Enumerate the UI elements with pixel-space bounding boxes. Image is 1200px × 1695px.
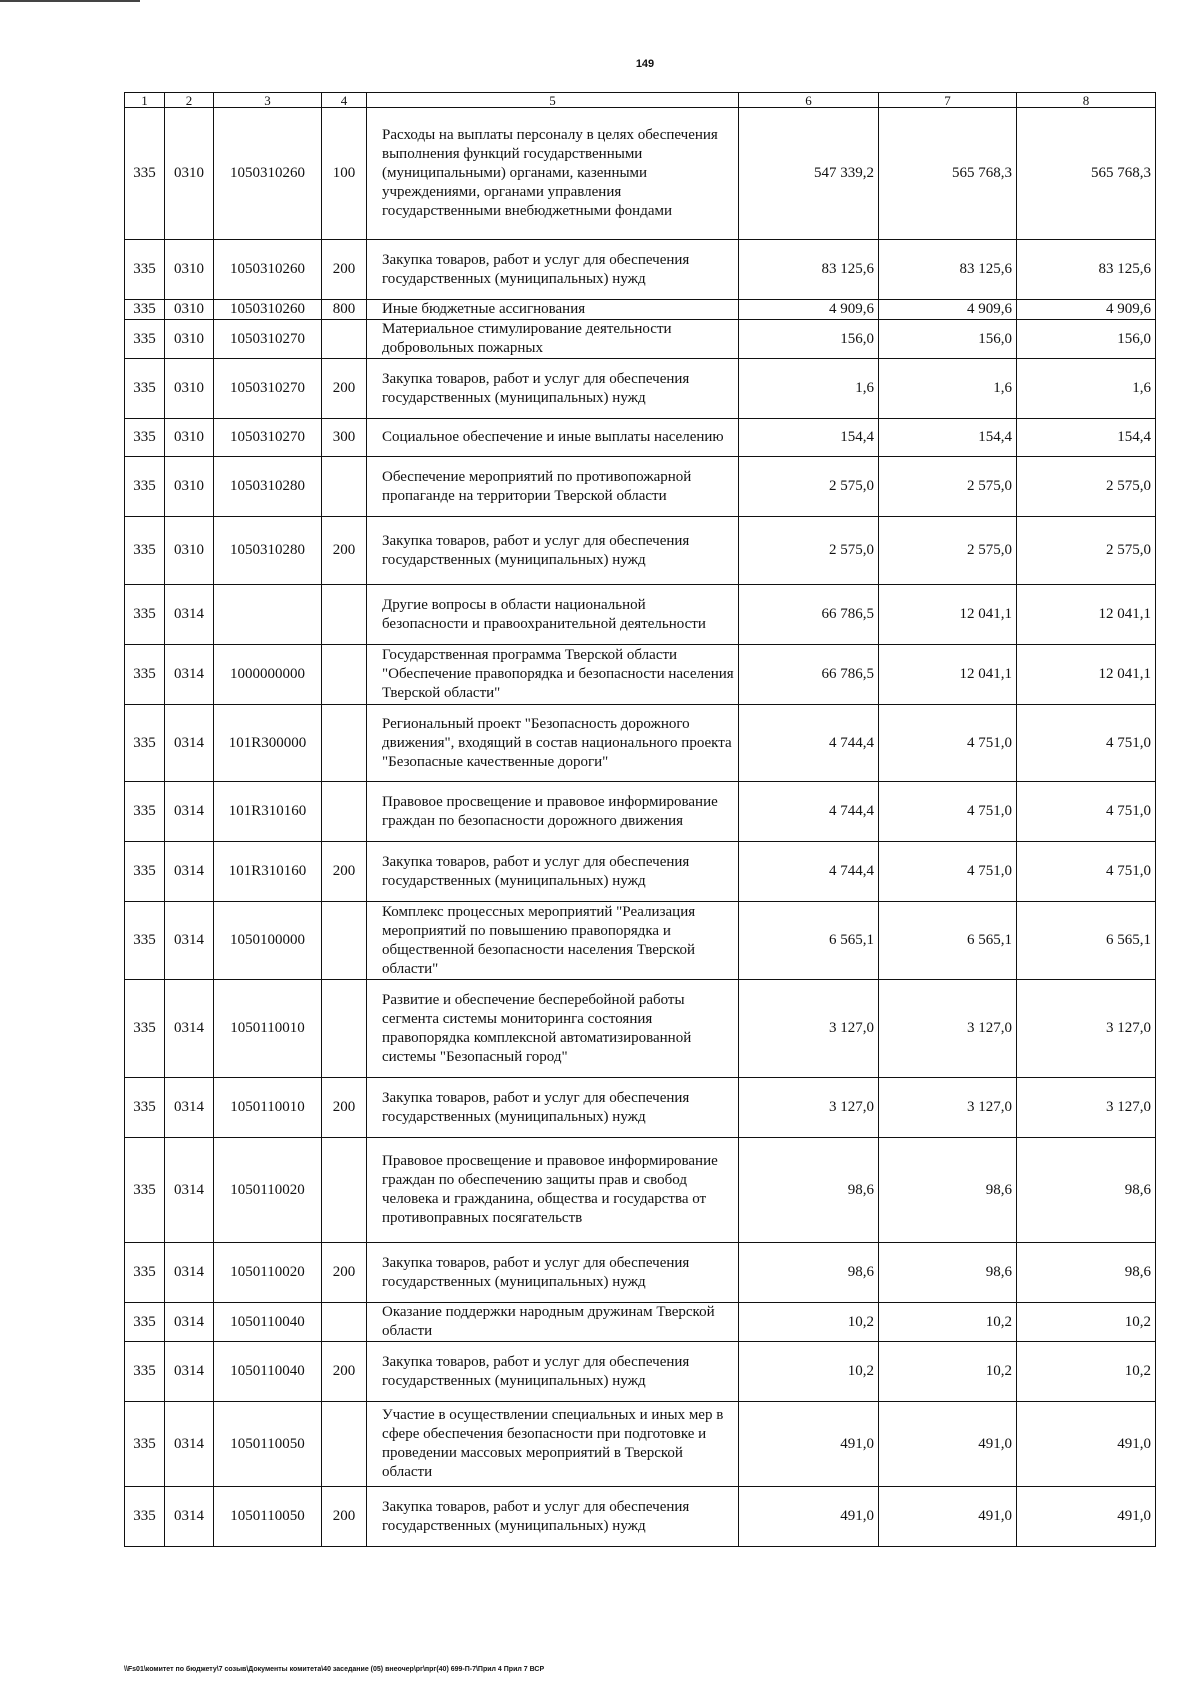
- cell-amount-col6: 6 565,1: [739, 902, 879, 980]
- cell-amount-col8: 98,6: [1017, 1243, 1156, 1303]
- cell-expense-type: 200: [322, 240, 367, 300]
- cell-section-code: 0310: [165, 300, 214, 320]
- cell-section-code: 0310: [165, 419, 214, 457]
- table-row: [125, 1342, 1156, 1402]
- cell-expense-type: [322, 320, 367, 359]
- cell-amount-col6: 156,0: [739, 320, 879, 359]
- cell-target-article: 1050310260: [214, 300, 322, 320]
- cell-amount-col6: 98,6: [739, 1138, 879, 1243]
- cell-amount-col8: 4 909,6: [1017, 300, 1156, 320]
- cell-amount-col7: 491,0: [879, 1487, 1017, 1547]
- cell-amount-col6: 66 786,5: [739, 585, 879, 645]
- cell-amount-col6: 2 575,0: [739, 517, 879, 585]
- cell-section-code: 0310: [165, 517, 214, 585]
- cell-amount-col7: 98,6: [879, 1243, 1017, 1303]
- cell-expense-type: [322, 705, 367, 782]
- cell-amount-col7: 83 125,6: [879, 240, 1017, 300]
- cell-expense-type: [322, 457, 367, 517]
- cell-amount-col8: 2 575,0: [1017, 517, 1156, 585]
- cell-amount-col6: 3 127,0: [739, 980, 879, 1078]
- cell-admin-code: 335: [125, 359, 165, 419]
- cell-admin-code: 335: [125, 1243, 165, 1303]
- table-row: [125, 108, 1156, 240]
- header-col-4: 4: [322, 93, 367, 108]
- cell-admin-code: 335: [125, 1487, 165, 1547]
- cell-amount-col8: 154,4: [1017, 419, 1156, 457]
- cell-amount-col6: 10,2: [739, 1303, 879, 1342]
- cell-admin-code: 335: [125, 585, 165, 645]
- cell-expense-type: 200: [322, 1243, 367, 1303]
- table-row: [125, 419, 1156, 457]
- cell-amount-col6: 491,0: [739, 1487, 879, 1547]
- cell-amount-col6: 154,4: [739, 419, 879, 457]
- header-col-6: 6: [739, 93, 879, 108]
- cell-section-code: 0310: [165, 108, 214, 240]
- cell-admin-code: 335: [125, 419, 165, 457]
- cell-expense-type: 200: [322, 359, 367, 419]
- table-header: [125, 93, 1156, 108]
- cell-section-code: 0314: [165, 1342, 214, 1402]
- cell-amount-col8: 3 127,0: [1017, 980, 1156, 1078]
- cell-amount-col6: 547 339,2: [739, 108, 879, 240]
- cell-amount-col8: 3 127,0: [1017, 1078, 1156, 1138]
- cell-target-article: 1050310260: [214, 240, 322, 300]
- cell-target-article: [214, 585, 322, 645]
- cell-target-article: 101R310160: [214, 842, 322, 902]
- cell-amount-col8: 491,0: [1017, 1402, 1156, 1487]
- cell-amount-col8: 10,2: [1017, 1303, 1156, 1342]
- cell-amount-col6: 1,6: [739, 359, 879, 419]
- cell-admin-code: 335: [125, 1303, 165, 1342]
- cell-amount-col8: 6 565,1: [1017, 902, 1156, 980]
- cell-section-code: 0314: [165, 1078, 214, 1138]
- cell-expense-type: [322, 1402, 367, 1487]
- cell-description: Развитие и обеспечение бесперебойной работы сегмента системы мониторинга состояния правопорядка комплексной автоматизированной системы "Безопасный город": [367, 980, 739, 1078]
- cell-expense-type: 200: [322, 517, 367, 585]
- cell-amount-col7: 12 041,1: [879, 585, 1017, 645]
- cell-section-code: 0314: [165, 585, 214, 645]
- cell-amount-col7: 98,6: [879, 1138, 1017, 1243]
- table-row: [125, 1402, 1156, 1487]
- cell-amount-col8: 10,2: [1017, 1342, 1156, 1402]
- cell-amount-col6: 2 575,0: [739, 457, 879, 517]
- cell-amount-col7: 12 041,1: [879, 645, 1017, 705]
- cell-admin-code: 335: [125, 300, 165, 320]
- cell-target-article: 1050100000: [214, 902, 322, 980]
- cell-target-article: 1050110040: [214, 1303, 322, 1342]
- cell-section-code: 0314: [165, 705, 214, 782]
- header-col-5: 5: [367, 93, 739, 108]
- cell-expense-type: 200: [322, 842, 367, 902]
- cell-target-article: 1050110020: [214, 1138, 322, 1243]
- cell-expense-type: 800: [322, 300, 367, 320]
- cell-target-article: 1050310270: [214, 320, 322, 359]
- table-row: [125, 1078, 1156, 1138]
- cell-amount-col6: 98,6: [739, 1243, 879, 1303]
- cell-section-code: 0310: [165, 359, 214, 419]
- cell-expense-type: [322, 980, 367, 1078]
- cell-amount-col8: 83 125,6: [1017, 240, 1156, 300]
- cell-section-code: 0314: [165, 842, 214, 902]
- cell-amount-col8: 4 751,0: [1017, 782, 1156, 842]
- cell-expense-type: 200: [322, 1487, 367, 1547]
- cell-amount-col8: 1,6: [1017, 359, 1156, 419]
- cell-section-code: 0310: [165, 240, 214, 300]
- table-row: [125, 240, 1156, 300]
- cell-target-article: 1050310260: [214, 108, 322, 240]
- cell-amount-col7: 4 751,0: [879, 705, 1017, 782]
- cell-amount-col7: 3 127,0: [879, 980, 1017, 1078]
- cell-target-article: 1050110010: [214, 980, 322, 1078]
- cell-section-code: 0314: [165, 1487, 214, 1547]
- cell-description: Участие в осуществлении специальных и иных мер в сфере обеспечения безопасности при подготовке и проведении массовых мероприятий в Тверской области: [367, 1402, 739, 1487]
- cell-description: Правовое просвещение и правовое информирование граждан по безопасности дорожного движения: [367, 782, 739, 842]
- cell-description: Правовое просвещение и правовое информирование граждан по обеспечению защиты прав и свобод человека и гражданина, общества и государства от противоправных посягательств: [367, 1138, 739, 1243]
- cell-section-code: 0310: [165, 457, 214, 517]
- cell-admin-code: 335: [125, 517, 165, 585]
- cell-description: Расходы на выплаты персоналу в целях обеспечения выполнения функций государственными (муниципальными) органами, казенными учреждениями, органами управления государственными внебюджетными фондами: [367, 108, 739, 240]
- table-row: [125, 1303, 1156, 1342]
- cell-expense-type: 200: [322, 1078, 367, 1138]
- cell-target-article: 1050110010: [214, 1078, 322, 1138]
- cell-description: Оказание поддержки народным дружинам Тверской области: [367, 1303, 739, 1342]
- table-row: [125, 842, 1156, 902]
- cell-description: Социальное обеспечение и иные выплаты населению: [367, 419, 739, 457]
- cell-target-article: 1050110050: [214, 1402, 322, 1487]
- table-row: [125, 359, 1156, 419]
- cell-description: Закупка товаров, работ и услуг для обеспечения государственных (муниципальных) нужд: [367, 1342, 739, 1402]
- cell-amount-col7: 156,0: [879, 320, 1017, 359]
- header-col-7: 7: [879, 93, 1017, 108]
- cell-amount-col7: 2 575,0: [879, 517, 1017, 585]
- cell-expense-type: 300: [322, 419, 367, 457]
- table-row: [125, 902, 1156, 980]
- cell-description: Закупка товаров, работ и услуг для обеспечения государственных (муниципальных) нужд: [367, 1078, 739, 1138]
- cell-expense-type: [322, 585, 367, 645]
- cell-amount-col8: 12 041,1: [1017, 645, 1156, 705]
- cell-target-article: 1050310270: [214, 359, 322, 419]
- cell-amount-col6: 4 744,4: [739, 842, 879, 902]
- cell-expense-type: [322, 645, 367, 705]
- cell-expense-type: [322, 1303, 367, 1342]
- cell-section-code: 0314: [165, 1303, 214, 1342]
- cell-admin-code: 335: [125, 1402, 165, 1487]
- cell-admin-code: 335: [125, 782, 165, 842]
- cell-target-article: 1050310270: [214, 419, 322, 457]
- cell-section-code: 0314: [165, 980, 214, 1078]
- table-row: [125, 645, 1156, 705]
- table-row: [125, 705, 1156, 782]
- header-col-8: 8: [1017, 93, 1156, 108]
- cell-amount-col7: 4 751,0: [879, 782, 1017, 842]
- cell-description: Комплекс процессных мероприятий "Реализация мероприятий по повышению правопорядка и общественной безопасности населения Тверской области": [367, 902, 739, 980]
- cell-amount-col8: 156,0: [1017, 320, 1156, 359]
- cell-expense-type: [322, 902, 367, 980]
- table-row: [125, 782, 1156, 842]
- cell-amount-col7: 2 575,0: [879, 457, 1017, 517]
- cell-amount-col7: 4 751,0: [879, 842, 1017, 902]
- cell-amount-col6: 4 744,4: [739, 782, 879, 842]
- cell-amount-col7: 10,2: [879, 1303, 1017, 1342]
- cell-description: Государственная программа Тверской области "Обеспечение правопорядка и безопасности населения Тверской области": [367, 645, 739, 705]
- cell-section-code: 0314: [165, 1243, 214, 1303]
- cell-target-article: 1050110020: [214, 1243, 322, 1303]
- footer-file-path: \\Fs01\комитет по бюджету\7 созыв\Документы комитета\40 заседание (05) внеочер\рг\прг(40) 699-П-7\Прил 4 Прил 7 ВСР: [124, 1666, 545, 1673]
- cell-admin-code: 335: [125, 645, 165, 705]
- cell-amount-col7: 4 909,6: [879, 300, 1017, 320]
- cell-description: Материальное стимулирование деятельности добровольных пожарных: [367, 320, 739, 359]
- cell-target-article: 1050110040: [214, 1342, 322, 1402]
- table-row: [125, 1487, 1156, 1547]
- cell-amount-col6: 83 125,6: [739, 240, 879, 300]
- cell-amount-col6: 10,2: [739, 1342, 879, 1402]
- cell-admin-code: 335: [125, 240, 165, 300]
- cell-admin-code: 335: [125, 980, 165, 1078]
- cell-admin-code: 335: [125, 842, 165, 902]
- cell-amount-col7: 6 565,1: [879, 902, 1017, 980]
- cell-description: Другие вопросы в области национальной безопасности и правоохранительной деятельности: [367, 585, 739, 645]
- cell-amount-col6: 3 127,0: [739, 1078, 879, 1138]
- cell-description: Иные бюджетные ассигнования: [367, 300, 739, 320]
- cell-amount-col8: 4 751,0: [1017, 842, 1156, 902]
- header-col-3: 3: [214, 93, 322, 108]
- page-number: 149: [635, 58, 655, 70]
- cell-description: Региональный проект "Безопасность дорожного движения", входящий в состав национального проекта "Безопасные качественные дороги": [367, 705, 739, 782]
- cell-section-code: 0314: [165, 645, 214, 705]
- cell-admin-code: 335: [125, 320, 165, 359]
- cell-amount-col7: 565 768,3: [879, 108, 1017, 240]
- cell-description: Закупка товаров, работ и услуг для обеспечения государственных (муниципальных) нужд: [367, 517, 739, 585]
- cell-section-code: 0314: [165, 902, 214, 980]
- table-row: [125, 1243, 1156, 1303]
- cell-target-article: 101R310160: [214, 782, 322, 842]
- cell-description: Обеспечение мероприятий по противопожарной пропаганде на территории Тверской области: [367, 457, 739, 517]
- table-row: [125, 585, 1156, 645]
- cell-amount-col7: 3 127,0: [879, 1078, 1017, 1138]
- budget-table: [124, 92, 1156, 1547]
- cell-target-article: 1050110050: [214, 1487, 322, 1547]
- cell-description: Закупка товаров, работ и услуг для обеспечения государственных (муниципальных) нужд: [367, 240, 739, 300]
- table-row: [125, 320, 1156, 359]
- cell-amount-col8: 4 751,0: [1017, 705, 1156, 782]
- cell-admin-code: 335: [125, 902, 165, 980]
- header-col-1: 1: [125, 93, 165, 108]
- table-row: [125, 980, 1156, 1078]
- cell-amount-col8: 491,0: [1017, 1487, 1156, 1547]
- cell-section-code: 0314: [165, 1402, 214, 1487]
- cell-expense-type: [322, 1138, 367, 1243]
- cell-description: Закупка товаров, работ и услуг для обеспечения государственных (муниципальных) нужд: [367, 842, 739, 902]
- cell-admin-code: 335: [125, 1078, 165, 1138]
- cell-amount-col7: 491,0: [879, 1402, 1017, 1487]
- cell-amount-col6: 4 744,4: [739, 705, 879, 782]
- cell-description: Закупка товаров, работ и услуг для обеспечения государственных (муниципальных) нужд: [367, 1487, 739, 1547]
- table-row: [125, 1138, 1156, 1243]
- cell-expense-type: 100: [322, 108, 367, 240]
- cell-target-article: 101R300000: [214, 705, 322, 782]
- top-rule: [0, 0, 140, 2]
- cell-target-article: 1000000000: [214, 645, 322, 705]
- cell-section-code: 0314: [165, 782, 214, 842]
- cell-admin-code: 335: [125, 1342, 165, 1402]
- cell-target-article: 1050310280: [214, 517, 322, 585]
- header-row: [125, 93, 1156, 108]
- cell-expense-type: 200: [322, 1342, 367, 1402]
- table-row: [125, 300, 1156, 320]
- cell-description: Закупка товаров, работ и услуг для обеспечения государственных (муниципальных) нужд: [367, 359, 739, 419]
- cell-admin-code: 335: [125, 108, 165, 240]
- cell-amount-col6: 4 909,6: [739, 300, 879, 320]
- table-row: [125, 517, 1156, 585]
- cell-description: Закупка товаров, работ и услуг для обеспечения государственных (муниципальных) нужд: [367, 1243, 739, 1303]
- cell-admin-code: 335: [125, 705, 165, 782]
- cell-amount-col6: 66 786,5: [739, 645, 879, 705]
- cell-target-article: 1050310280: [214, 457, 322, 517]
- cell-amount-col6: 491,0: [739, 1402, 879, 1487]
- table-row: [125, 457, 1156, 517]
- header-col-2: 2: [165, 93, 214, 108]
- cell-amount-col7: 154,4: [879, 419, 1017, 457]
- cell-admin-code: 335: [125, 1138, 165, 1243]
- cell-amount-col8: 565 768,3: [1017, 108, 1156, 240]
- table-body: [125, 108, 1156, 1547]
- cell-admin-code: 335: [125, 457, 165, 517]
- cell-amount-col8: 12 041,1: [1017, 585, 1156, 645]
- cell-section-code: 0310: [165, 320, 214, 359]
- cell-amount-col7: 1,6: [879, 359, 1017, 419]
- cell-section-code: 0314: [165, 1138, 214, 1243]
- cell-expense-type: [322, 782, 367, 842]
- cell-amount-col8: 2 575,0: [1017, 457, 1156, 517]
- cell-amount-col7: 10,2: [879, 1342, 1017, 1402]
- cell-amount-col8: 98,6: [1017, 1138, 1156, 1243]
